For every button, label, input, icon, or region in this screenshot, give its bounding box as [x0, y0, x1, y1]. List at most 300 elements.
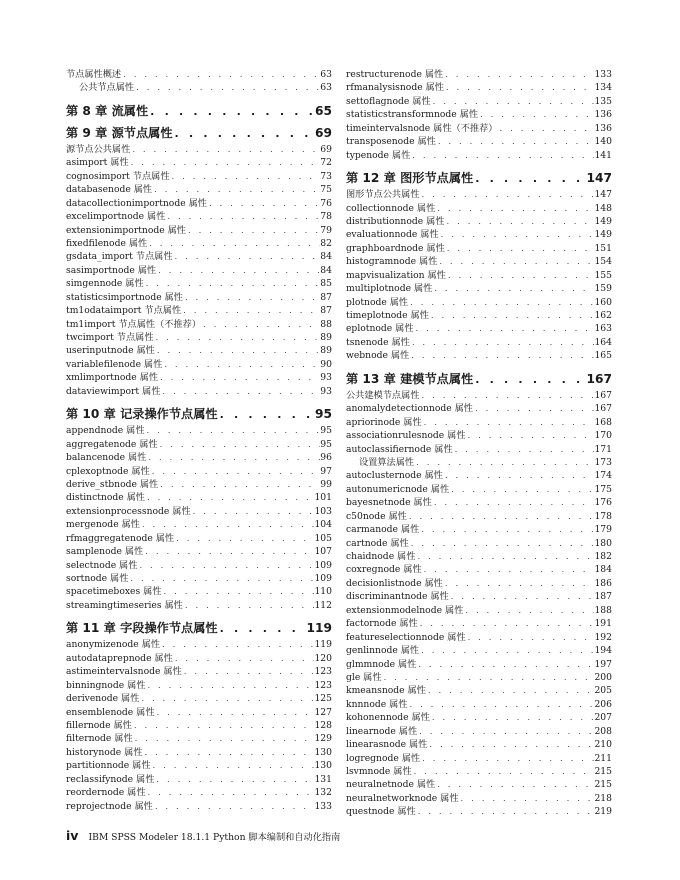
toc-entry[interactable] [66, 304, 332, 317]
toc-chapter-heading[interactable] [66, 125, 332, 141]
page-number: 163 [594, 323, 612, 335]
page-number: 123 [314, 666, 332, 678]
page-number: 109 [314, 573, 332, 584]
dot-leader [158, 372, 320, 385]
toc-entry[interactable] [66, 291, 332, 304]
toc-entry[interactable] [66, 237, 332, 250]
dot-leader [420, 390, 595, 403]
dot-leader [473, 403, 594, 416]
toc-entry[interactable] [346, 81, 612, 94]
page-number: 79 [320, 224, 332, 236]
entry-label: timeintervalsnode 属性（不推荐） [346, 122, 498, 134]
toc-entry[interactable] [66, 719, 332, 732]
entry-label: collectionnode 属性 [346, 202, 436, 214]
toc-entry[interactable] [66, 358, 332, 371]
toc-entry[interactable] [346, 389, 612, 402]
toc-entry[interactable] [66, 156, 332, 169]
entry-label: twcimport 节点属性 [66, 332, 154, 343]
dot-leader [218, 407, 315, 423]
entry-label: coxregnode 属性 [346, 564, 422, 576]
toc-entry[interactable] [346, 402, 612, 415]
toc-entry[interactable] [66, 692, 332, 705]
page-number: 84 [320, 251, 332, 263]
toc-entry[interactable] [346, 349, 612, 362]
entry-label: questnode 属性 [346, 806, 416, 818]
entry-label: settoflagnode 属性 [346, 95, 431, 107]
dot-leader [151, 760, 315, 773]
entry-label: anonymizenode 属性 [66, 639, 161, 651]
toc-left-column [66, 68, 332, 813]
toc-entry[interactable] [66, 68, 332, 81]
entry-label: cplexoptnode 属性 [66, 465, 150, 477]
entry-label: restructurenode 属性 [346, 69, 444, 80]
dot-leader [445, 243, 595, 256]
entry-label: lsvmnode 属性 [346, 766, 412, 777]
dot-leader [153, 801, 315, 814]
page-number: 131 [314, 773, 332, 785]
page-number: 188 [594, 604, 612, 616]
toc-entry[interactable] [66, 197, 332, 210]
dot-leader [466, 430, 595, 443]
toc-entry[interactable] [346, 228, 612, 241]
toc-entry[interactable] [346, 242, 612, 255]
toc-entry[interactable] [66, 732, 332, 745]
page-number: 93 [320, 372, 332, 384]
page-number: 88 [320, 318, 332, 330]
entry-label: sortnode 属性 [66, 573, 129, 584]
page-number: 171 [594, 443, 612, 455]
page-number: 87 [320, 305, 332, 317]
toc-entry[interactable] [346, 202, 612, 215]
page-number: 95 [320, 438, 332, 450]
toc-right-column [346, 68, 612, 819]
entry-label: neuralnetworknode 属性 [346, 792, 459, 804]
toc-entry[interactable] [346, 523, 612, 536]
toc-entry[interactable] [346, 510, 612, 523]
toc-entry[interactable] [346, 765, 612, 778]
dot-leader [436, 136, 595, 149]
page-number: 197 [594, 658, 612, 670]
toc-entry[interactable] [66, 572, 332, 585]
entry-label: ensemblenode 属性 [66, 706, 155, 718]
dot-leader [435, 203, 594, 216]
toc-chapter-heading[interactable] [66, 620, 332, 636]
entry-label: extensionmodelnode 属性 [346, 604, 464, 616]
dot-leader [437, 256, 594, 269]
toc-entry[interactable] [346, 68, 612, 81]
entry-label: factornode 属性 [346, 618, 418, 630]
page-number: 151 [594, 242, 612, 254]
dot-leader [418, 618, 595, 631]
toc-entry[interactable] [66, 170, 332, 183]
page-number: 96 [320, 452, 332, 464]
toc-entry[interactable] [346, 149, 612, 162]
page-number: 160 [594, 296, 612, 308]
dot-leader [191, 506, 315, 519]
toc-entry[interactable] [346, 752, 612, 765]
toc-chapter-heading[interactable] [66, 103, 332, 119]
toc-entry[interactable] [66, 250, 332, 263]
toc-entry[interactable] [346, 269, 612, 282]
dot-leader [414, 457, 594, 470]
toc-entry[interactable] [346, 122, 612, 135]
toc-entry[interactable] [346, 255, 612, 268]
entry-label: partitionnode 属性 [66, 760, 151, 772]
page-number: 107 [314, 546, 332, 558]
dot-leader [132, 720, 315, 733]
page-number: 65 [315, 103, 332, 118]
dot-leader [154, 774, 314, 787]
page-number: 164 [594, 336, 612, 348]
toc-entry[interactable] [66, 665, 332, 678]
toc-entry[interactable] [66, 759, 332, 772]
page-number: 76 [320, 197, 332, 209]
entry-label: knnnode 属性 [346, 698, 408, 710]
page-number: 72 [320, 157, 332, 169]
dot-leader [145, 680, 314, 693]
entry-label: streamingtimeseries 属性 [66, 599, 183, 611]
toc-entry[interactable] [66, 585, 332, 598]
dot-leader [170, 171, 321, 184]
toc-entry[interactable] [66, 518, 332, 531]
toc-entry[interactable] [66, 371, 332, 384]
entry-label: reclassifynode 属性 [66, 773, 155, 785]
page-number: 149 [594, 215, 612, 227]
toc-chapter-heading[interactable] [346, 371, 612, 387]
page-number: 174 [594, 470, 612, 482]
toc-entry[interactable] [346, 604, 612, 617]
dot-leader [446, 270, 595, 283]
dot-leader [165, 211, 320, 224]
toc-entry[interactable] [66, 773, 332, 786]
dot-leader [432, 283, 594, 296]
toc-entry[interactable] [346, 416, 612, 429]
toc-entry[interactable] [346, 322, 612, 335]
entry-label: linearasnode 属性 [346, 739, 428, 751]
entry-label: discriminantnode 属性 [346, 591, 449, 603]
toc-entry[interactable] [66, 599, 332, 612]
entry-label: linearnode 属性 [346, 725, 418, 737]
chapter-title: 第 10 章 记录操作节点属性 [66, 407, 218, 422]
dot-leader [158, 479, 320, 492]
dot-leader [162, 359, 320, 372]
entry-label: autodataprepnode 属性 [66, 652, 173, 664]
dot-leader [443, 69, 594, 82]
toc-entry[interactable] [66, 264, 332, 277]
entry-label: decisionlistnode 属性 [346, 577, 443, 589]
dot-leader [430, 712, 595, 725]
page-number: 73 [320, 170, 332, 182]
entry-label: variablefilenode 属性 [66, 358, 163, 370]
page-number: 215 [594, 779, 612, 791]
dot-leader [137, 560, 314, 573]
toc-entry[interactable] [346, 644, 612, 657]
toc-entry[interactable] [66, 451, 332, 464]
entry-label: associationrulesnode 属性 [346, 430, 466, 442]
dot-leader [156, 265, 320, 278]
toc-entry[interactable] [346, 496, 612, 509]
page-number: 127 [314, 706, 332, 718]
page-number: 99 [320, 478, 332, 490]
toc-entry[interactable] [346, 617, 612, 630]
toc-entry[interactable] [66, 532, 332, 545]
dot-leader [466, 632, 595, 645]
page-number: 134 [594, 82, 612, 94]
dot-leader [155, 707, 315, 720]
toc-entry[interactable] [346, 483, 612, 496]
page-number: 125 [314, 693, 332, 705]
toc-entry[interactable] [346, 108, 612, 121]
toc-entry[interactable] [66, 183, 332, 196]
page-number: 211 [594, 752, 612, 764]
toc-entry[interactable] [66, 545, 332, 558]
chapter-title: 第 13 章 建模节点属性 [346, 371, 474, 386]
toc-entry[interactable] [346, 188, 612, 201]
page-number: 128 [314, 719, 332, 731]
entry-label: simgennode 属性 [66, 278, 144, 290]
toc-entry[interactable] [346, 711, 612, 724]
toc-entry[interactable] [346, 443, 612, 456]
entry-label: genlinnode 属性 [346, 645, 420, 657]
toc-entry[interactable] [66, 331, 332, 344]
dot-leader [148, 104, 315, 120]
page-number: 167 [594, 403, 612, 415]
page-number: 187 [594, 591, 612, 603]
page-number: 186 [594, 577, 612, 589]
dot-leader [155, 345, 320, 358]
toc-entry[interactable] [66, 424, 332, 437]
page-number: 155 [594, 269, 612, 281]
entry-label: glmmnode 属性 [346, 658, 417, 670]
toc-entry[interactable] [66, 143, 332, 156]
dot-leader [415, 551, 594, 564]
toc-chapter-heading[interactable] [66, 406, 332, 422]
page-number: 89 [320, 332, 332, 343]
page-number: 75 [320, 184, 332, 196]
entry-label: binningnode 属性 [66, 679, 146, 691]
entry-label: userinputnode 属性 [66, 345, 155, 357]
dot-leader [416, 806, 595, 819]
entry-label: sasimportnode 属性 [66, 264, 157, 276]
toc-entry[interactable] [66, 438, 332, 451]
toc-entry[interactable] [66, 224, 332, 237]
toc-entry[interactable] [346, 725, 612, 738]
page-number: 112 [314, 599, 332, 611]
toc-entry[interactable] [66, 81, 332, 94]
page-number: 149 [594, 229, 612, 241]
dot-leader [473, 372, 586, 388]
toc-entry[interactable] [66, 652, 332, 665]
entry-label: gle 属性 [346, 671, 382, 683]
toc-entry[interactable] [346, 658, 612, 671]
page-number: 130 [314, 760, 332, 772]
dot-leader [443, 470, 595, 483]
toc-entry[interactable] [66, 706, 332, 719]
dot-leader [182, 666, 315, 679]
entry-label: reordernode 属性 [66, 787, 146, 799]
toc-chapter-heading[interactable] [346, 170, 612, 186]
toc-entry[interactable] [66, 277, 332, 290]
toc-entry[interactable] [346, 563, 612, 576]
toc-entry[interactable] [346, 309, 612, 322]
entry-label: timeplotnode 属性 [346, 310, 429, 321]
dot-leader [410, 337, 595, 350]
toc-entry[interactable] [66, 505, 332, 518]
page-number: 95 [320, 425, 332, 437]
toc-entry[interactable] [346, 537, 612, 550]
entry-label: cartnode 属性 [346, 537, 409, 549]
entry-label: transposenode 属性 [346, 136, 436, 148]
entry-label: 公共节点属性 [79, 82, 135, 94]
dot-leader [129, 157, 321, 170]
page-number: 78 [320, 211, 332, 223]
entry-label: spacetimeboxes 属性 [66, 586, 162, 598]
entry-label: chaidnode 属性 [346, 551, 416, 562]
dot-leader [154, 332, 321, 345]
page-number: 218 [594, 792, 612, 804]
page-number: 147 [594, 189, 612, 201]
page-number: 148 [594, 202, 612, 214]
toc-entry[interactable] [346, 135, 612, 148]
toc-entry[interactable] [346, 684, 612, 697]
chapter-title: 第 9 章 源节点属性 [66, 125, 173, 140]
toc-entry[interactable] [346, 792, 612, 805]
toc-entry[interactable] [66, 344, 332, 357]
page-number: 219 [594, 806, 612, 818]
toc-entry[interactable] [66, 746, 332, 759]
page-number: 191 [594, 618, 612, 630]
page-number: 87 [320, 291, 332, 303]
toc-entry[interactable] [66, 210, 332, 223]
toc-entry[interactable] [346, 631, 612, 644]
toc-entry[interactable] [346, 738, 612, 751]
toc-entry[interactable] [66, 465, 332, 478]
toc-entry[interactable] [346, 296, 612, 309]
entry-label: distinctnode 属性 [66, 492, 145, 504]
toc-entry[interactable] [66, 786, 332, 799]
toc-entry[interactable] [346, 429, 612, 442]
toc-entry[interactable] [346, 698, 612, 711]
toc-entry[interactable] [346, 577, 612, 590]
entry-label: autonumericnode 属性 [346, 483, 450, 495]
dot-leader [420, 189, 595, 202]
toc-entry[interactable] [66, 385, 332, 398]
dot-leader [152, 184, 320, 197]
page-number: 200 [594, 671, 612, 683]
entry-label: datacollectionimportnode 属性 [66, 197, 207, 209]
toc-entry[interactable] [346, 469, 612, 482]
dot-leader [449, 484, 594, 497]
dot-leader [417, 726, 594, 739]
dot-leader [408, 297, 594, 310]
toc-entry[interactable] [66, 638, 332, 651]
entry-label: kmeansnode 属性 [346, 685, 426, 697]
dot-leader [414, 323, 595, 336]
dot-leader [409, 350, 594, 363]
toc-entry[interactable] [346, 282, 612, 295]
toc-entry[interactable] [346, 550, 612, 563]
page-number: 133 [594, 69, 612, 80]
toc-entry[interactable] [66, 679, 332, 692]
dot-leader [207, 198, 320, 211]
page-number: 206 [594, 698, 612, 710]
dot-leader [407, 699, 594, 712]
page-number: 175 [594, 483, 612, 495]
page-number: 207 [594, 712, 612, 724]
page-number: 141 [594, 149, 612, 161]
entry-label: statisticsimportnode 属性 [66, 291, 183, 303]
dot-leader [128, 573, 314, 586]
dot-leader [218, 621, 307, 637]
page-number: 167 [594, 389, 612, 401]
toc-entry[interactable] [346, 95, 612, 108]
dot-leader [419, 645, 594, 658]
dot-leader [173, 126, 316, 142]
toc-entry[interactable] [66, 318, 332, 331]
toc-entry[interactable] [66, 800, 332, 813]
dot-leader [147, 238, 320, 251]
toc-entry[interactable] [346, 215, 612, 228]
page-number: 119 [314, 639, 332, 651]
toc-entry[interactable] [346, 590, 612, 603]
entry-label: rfmaggregatenode 属性 [66, 532, 175, 544]
page-number: 84 [320, 264, 332, 276]
dot-leader [174, 533, 314, 546]
dot-leader [382, 672, 595, 685]
entry-label: autoclusternode 属性 [346, 470, 443, 482]
entry-label: extensionimportnode 属性 [66, 224, 186, 236]
toc-entry[interactable] [66, 491, 332, 504]
entry-label: c50node 属性 [346, 510, 407, 522]
dot-leader [429, 310, 595, 323]
chapter-title: 第 12 章 图形节点属性 [346, 171, 474, 186]
toc-entry[interactable] [66, 559, 332, 572]
dot-leader [407, 511, 595, 524]
dot-leader [134, 82, 320, 95]
dot-leader [140, 519, 315, 532]
entry-label: excelimportnode 属性 [66, 211, 166, 223]
footer-book-title: IBM SPSS Modeler 18.1.1 Python 脚本编制和自动化指南 [88, 832, 341, 843]
entry-label: dataviewimport 属性 [66, 385, 161, 397]
entry-label: plotnode 属性 [346, 296, 409, 308]
toc-entry[interactable] [346, 456, 612, 469]
entry-label: multiplotnode 属性 [346, 283, 433, 295]
entry-label: tm1import 节点属性（不推荐） [66, 318, 202, 330]
entry-label: kohonennode 属性 [346, 712, 430, 724]
dot-leader [449, 591, 595, 604]
page-number: 93 [320, 385, 332, 397]
entry-label: historynode 属性 [66, 746, 143, 758]
page-number: 69 [315, 125, 332, 140]
entry-label: 源节点公共属性 [66, 143, 131, 155]
toc-entry[interactable] [346, 671, 612, 684]
toc-entry[interactable] [66, 478, 332, 491]
dot-leader [183, 292, 320, 305]
toc-entry[interactable] [346, 778, 612, 791]
dot-leader [161, 586, 314, 599]
entry-label: typenode 属性 [346, 149, 411, 161]
dot-leader [453, 444, 595, 457]
toc-entry[interactable] [346, 805, 612, 818]
page-number: 101 [314, 492, 332, 504]
entry-label: evaluationnode 属性 [346, 229, 439, 241]
entry-label: bayesnetnode 属性 [346, 497, 432, 509]
dot-leader [431, 96, 595, 109]
page-number: 215 [594, 766, 612, 777]
toc-entry[interactable] [346, 336, 612, 349]
entry-label: selectnode 属性 [66, 559, 138, 571]
dot-leader [459, 793, 595, 806]
